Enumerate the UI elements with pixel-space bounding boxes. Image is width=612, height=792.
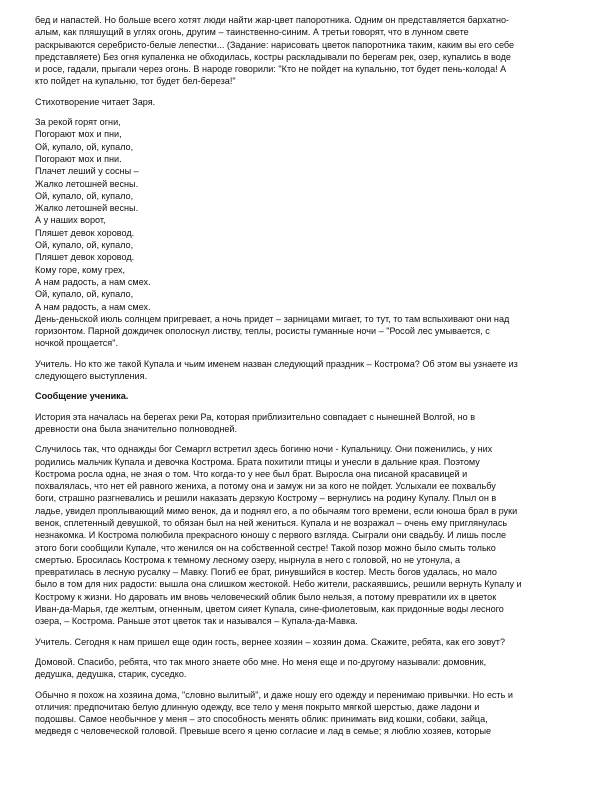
- paragraph-domovoy-description: Обычно я похож на хозяина дома, "словно вылитый", и даже ношу его одежду и перенимаю привычки. Но есть и отличия: предпочитаю белую длинную одежду, все тело у меня покрыто мягкой шерстью, даже ладони и подошвы. Самое необычное у меня – это способность менять облик: принимать вид кошки, собаки, зайца, медведя с человеческой головой. Превыше всего я ценю согласие и лад в семье; я люблю хозяев, которые: [35, 689, 513, 737]
- section-heading-student-report: Сообщение ученика.: [35, 391, 129, 402]
- document-page: [35, 14, 579, 746]
- paragraph-domovoy-intro: Домовой. Спасибо, ребята, что так много знаете обо мне. Но меня еще и по-другому называли: домовник, дедушка, дедушка, старик, суседко.: [35, 656, 487, 680]
- paragraph-poem-intro: Стихотворение читает Заря.: [35, 96, 156, 107]
- paragraph-july-nights: День-деньской июль солнцем пригревает, а ночь придет – зарницами мигает, то тут, то там вспыхивают они над горизонтом. Парной дождичек ополоснул листву, теплы, росисты гуманные ночи – "Росой лес умывается, с ночкой прощается".: [35, 313, 510, 349]
- poem-kupalo: За рекой горят огни, Погорают мох и пни, Ой, купало, ой, купало, Погорают мох и пни. Плачет леший у сосны – Жалко летошней весны. Ой, купало, ой, купало, Жалко летошней весны. А у наших ворот, Пляшет девок хоровод. Ой, купало, ой, купало, Пляшет девок хоровод. Кому горе, кому грех, А нам радость, а нам смех. Ой, купало, ой, купало, А нам радость, а нам смех.: [35, 117, 151, 312]
- paragraph-river-ra: История эта началась на берегах реки Ра, которая приблизительно совпадает с нынешней Волгой, но в древности она была значительно полноводней.: [35, 411, 476, 434]
- paragraph-teacher-question: Учитель. Но кто же такой Купала и чьим именем назван следующий праздник – Кострома? Об этом вы узнаете из следующего выступления.: [35, 358, 518, 382]
- paragraph-teacher-guest: Учитель. Сегодня к нам пришел еще один гость, вернее хозяин – хозяин дома. Скажите, ребята, как его зовут?: [35, 636, 506, 647]
- paragraph-fern-flower: бед и напастей. Но больше всего хотят люди найти жар-цвет папоротника. Одним он представляется бархатно- алым, как пляшущий в углях огонь, другим – таинственно-синим. А третьи говорят, что в лунном свете раскрываются серебристо-белые лепестки... (Задание: нарисовать цветок папоротника таким, каким вы его себе представляете) Без огня купаленка не обходилась, костры раскладывали по берегам рек, озер, купались в воде и росе, гадали, прыгали через огонь. В народе говорили: "Кто не пойдет на купальню, тот будет пень-колода! А кто пойдет на купальню, тот будет бел-береза!": [35, 15, 515, 87]
- paragraph-kupala-kostroma-legend: Случилось так, что однажды бог Семаргл встретил здесь богиню ночи - Купальницу. Они поженились, у них родились мальчик Купала и девочка Кострома. Брата похитили птицы и унесли в дальние края. Поэтому Кострома росла одна, не зная о том. Что когда-то у нее был брат. Выросла она писаной красавицей и похвалялась, что нет ей равного жениха, а потому она и замуж ни за кого не пойдет. Услыхали ее похвальбу боги, страшно разгневались и решили наказать дерзкую Кострому – вернулись на родину Купалу. Плыл он в ладье, увидел проплывающий мимо венок, да и поднял его, а по обычаям того времени, если юноша брал в руки венок, сплетенный девушкой, то обязан был на ней жениться. Купала и не возражал – очень ему приглянулась незнакомка. И Кострома полюбила прекрасного юношу с первого взгляда. Сыграли они свадьбу. И лишь после этого боги сообщили Купале, что женился он на собственной сестре! Такой позор можно было смыть только смертью. Бросилась Кострома к темному лесному озеру, нырнула в него с головой, но не утонула, а превратилась в лесную русалку – Мавку. Погиб ее брат, ринувшийся в костер. Месть богов удалась, но мало было в том для них радости: вышла она слишком жестокой. Небо жители, раскаявшись, решили вернуть Купалу и Кострому к жизни. Но даровать им вновь человеческий облик было нельзя, а потому превратили их в цветок Иван-да-Марья, где желтым, огненным, цветом сияет Купала, сине-фиолетовым, как придонные воды лесного озера, – Кострома. Раньше этот цветок так и назывался – Купала-да-Мавка.: [35, 444, 522, 627]
